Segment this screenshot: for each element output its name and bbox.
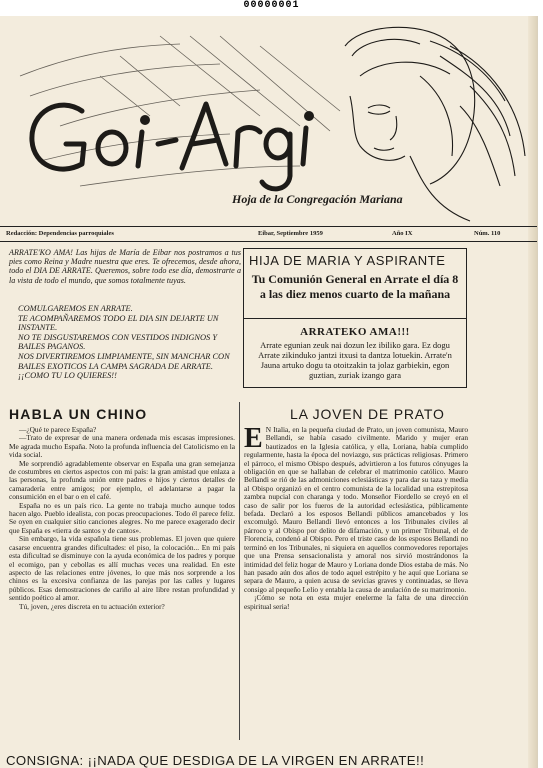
masthead-subtitle: Hoja de la Congregación Mariana [232, 192, 403, 206]
pledge-line: NOS DIVERTIREMOS LIMPIAMENTE, SIN MANCHAR CON BAILES EXOTICOS LA CAMPA SAGRADA DE ARRATE. [18, 351, 230, 371]
right-article-heading: LA JOVEN DE PRATO [290, 406, 445, 422]
arrate-dedication-text: ARRATE'KO AMA! Las hijas de María de Eibar nos postramos a tus pies como Reina y Madre nuestra que eres. Te ofrecemos, desde ahora, todo el DIA DE ARRATE. Queremos, sobre todo ese día, demostrarte a la vista de todo el mundo, que somos totalmente tuyas. [9, 248, 241, 285]
article-paragraph: España no es un país rico. La gente no trabaja mucho aunque todos hacen algo. Pueblo idealista, con pocas preocupaciones. Todo él parece feliz. Se oyen en cualquier sitio canciones alegres. No me parece exagerado decir que España es «tierra de santos y de cantos». [9, 500, 235, 535]
column-divider [239, 402, 240, 740]
pledge-line: COMULGAREMOS EN ARRATE. [18, 304, 133, 313]
right-article-body [244, 423, 468, 611]
issue-info-bar [0, 226, 537, 242]
drop-cap: E [244, 423, 263, 454]
article-paragraph: Sin embargo, la vida española tiene sus problemas. El joven que quiere casarse encuentra grandes dificultades: el piso, la colocación... En mi país esta dificultad se disminuye con la ayuda económica de los padres y porque el ecomigo, pan y cebollas es allí muchas veces una realidad. En este aspecto de las relaciones entre jóvenes, lo que más nos sorprende a los chinos es la excesiva confianza de las parejas por las calles y lugares públicos. Esas demostraciones de cariño al aire libre restan profundidad y sentido poético al amor. [9, 534, 235, 603]
editorial-address: Redacción: Dependencias parroquiales [6, 230, 114, 237]
document-id: 00000001 [243, 0, 300, 11]
title-lettering [32, 104, 312, 189]
notice-heading: HIJA DE MARIA Y ASPIRANTE [249, 253, 446, 268]
issue-year: Año IX [392, 230, 413, 237]
left-article-heading: HABLA UN CHINO [9, 406, 148, 422]
notice-body: Tu Comunión General en Arrate el día 8 a las diez menos cuarto de la mañana [251, 272, 459, 301]
pledge-line: NO TE DISGUSTAREMOS CON VESTIDOS INDIGNOS Y BAILES PAGANOS. [18, 332, 217, 352]
left-article-body [9, 426, 235, 611]
basque-text: Arrate egunian zeuk nai dozun lez ibiliko gara. Ez dogu Arrate zikinduko jantzi itxusi ta dantza lotuekin. Arrate'n Jauna artuko dogu ta otoitzakin ta jolaz garbiekin, egon guztian, zuriak izango gara [258, 340, 452, 380]
notice-divider [243, 318, 467, 319]
issue-date: Eibar, Septiembre 1959 [258, 230, 323, 237]
pledge-line: ¡¡COMO TU LO QUIERES!! [18, 371, 117, 381]
article-paragraph: Tú, joven, ¿eres discreta en tu actuación exterior? [19, 601, 165, 611]
article-paragraph: ¡Cómo se nota en esta mujer enelerme la falta de una dirección espiritual seria! [244, 593, 468, 611]
issue-number: Núm. 110 [474, 230, 501, 237]
pledge-line: TE ACOMPAÑAREMOS TODO EL DIA SIN DEJARTE UN INSTANTE. [18, 313, 219, 333]
article-paragraph: —Trato de expresar de una manera ordenada mis escasas impresiones. Me agrada mucho España. Noto la profunda influencia del Catolicismo en la vida social. [9, 433, 235, 460]
article-paragraph: Me sorprendió agradablemente observar en España una gran semejanza de costumbres en ciertos aspectos con mi país: la gran amistad que enlaza a las personas, la profunda unión entre padres e hijos y ciertos detalles de camaradería entre amigos; por ejemplo, el adelantarse a pagar la consumición en el bar o en el café. [9, 458, 235, 502]
footer-slogan: CONSIGNA: ¡¡NADA QUE DESDIGA DE LA VIRGEN EN ARRATE!! [6, 753, 425, 768]
article-paragraph: N Italia, en la pequeña ciudad de Prato, un joven comunista, Mauro Bellandi, se había casado civilmente. Marido y mujer eran bautizados en la Iglesia católica, y ella, Loriana, había cumplido regularmente, hasta la época del noviazgo, sus prácticas religiosas. Primero el párroco, el mismo Obispo después, advirtieron a los futuros cónyuges la obligación en que se hallaban de celebrar el matrimonio católico. Mauro Bellandi se rió de las admoniciones eclesiásticas y para dar su taza y media al Obispo organizó en el centro comunista de la localidad una estrepitosa zambra nupcial con charanga y todo. Monseñor Fiordello se creyó en el caso de salir por los fueros de la autoridad eclesiástica, públicamente befada. Declaró a los esposos Bellandi públicos amancebados y los excomulgó. Mauro Bellandi llevó entonces a los Tribunales civiles al párroco y al Obispo por delito de difamación, y un primer Tribunal, el de Florencia, condenó al Obispo. Pero el triste caso de los esposos Bellandi no terminó en los Tribunales, ni siquiera en aquellos conmovedores reportajes que una Prensa sensacionalista y amoral nos sirvió mostrándonos la intimidad del feliz hogar de Mauro y Loriana donde Dios estaba de más. No han pasado aún dos años de todo aquel estrépito y he aquí que Loriana se separa de Mauro, a quien acusa de sevicias graves y continuadas, se lleva consigo al pequeño Lelio y entabla la causa de anulación de su matrimonio. [244, 425, 468, 594]
arrate-pledges [18, 304, 242, 381]
article-paragraph: —¿Qué te parece España? [19, 425, 97, 434]
basque-heading: ARRATEKO AMA!!! [300, 326, 410, 338]
